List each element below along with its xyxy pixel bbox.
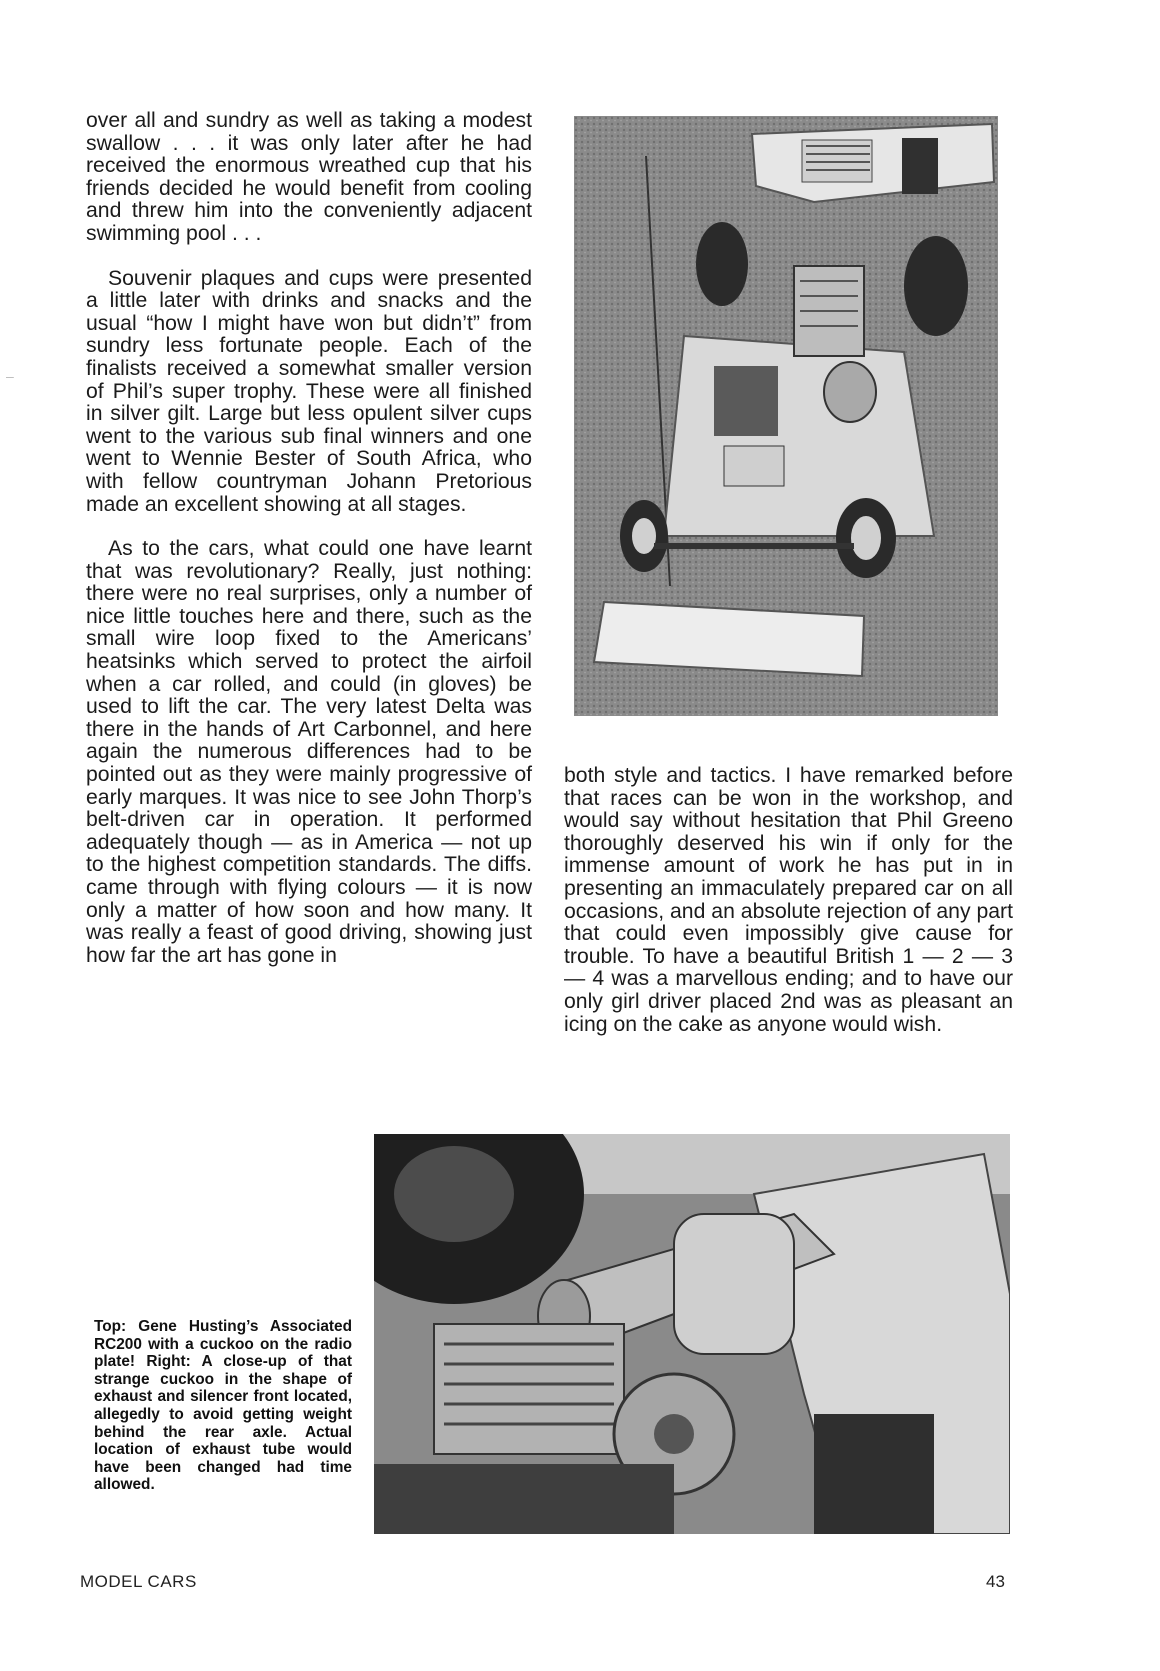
page-number: 43 xyxy=(986,1572,1005,1591)
article-paragraph: over all and sundry as well as taking a modest swallow . . . it was only later after he had received the enormous wreathed cup that his friends decided he would benefit from cooling and threw him into the conveniently adjacent swimming pool . . . xyxy=(86,109,532,245)
article-paragraph: As to the cars, what could one have learnt that was revolutionary? Really, just nothing: there were no real surprises, only a number of nice little touches here and there, such as the small wire loop fixed to the Americans’ heatsinks which served to protect the airfoil when a car rolled, and could (in gloves) be used to lift the car. The very latest Delta was there in the hands of Art Carbonnel, and here again the numerous differences had to be pointed out as they were mainly progressive of early marques. It was nice to see John Thorp’s belt-driven car in operation. It performed adequately though — as in America — not up to the highest competition standards. The diffs. came through with flying colours — it is now only a matter of how soon and how many. It was really a feast of good driving, showing just how far the art has gone in xyxy=(86,537,532,967)
publication-name: MODEL CARS xyxy=(80,1572,197,1591)
margin-mark: – xyxy=(6,368,14,384)
article-left-column xyxy=(86,110,532,989)
article-paragraph: both style and tactics. I have remarked before that races can be won in the workshop, and would say without hesitation that Phil Greeno thoroughly deserved his win if only for the immense amount of work he has put in in presenting an immaculately prepared car on all occasions, and an absolute rejection of any part that could even impossibly give cause for trouble. To have a beautiful British 1 — 2 — 3 — 4 was a marvellous ending; and to have our only girl driver placed 2nd was as pleasant an icing on the cake as anyone would wish. xyxy=(564,764,1013,1036)
rc-car-photo-icon xyxy=(574,116,998,716)
rc-car-photo xyxy=(574,116,998,716)
engine-closeup-photo xyxy=(374,1134,1010,1534)
article-paragraph: Souvenir plaques and cups were presented a little later with drinks and snacks and the usual “how I might have won but didn’t” from sundry less fortunate people. Each of the finalists received a somewhat smaller version of Phil’s super trophy. These were all finished in silver gilt. Large but less opulent silver cups went to the various sub final winners and one went to Wennie Bester of South Africa, who with fellow countryman Johann Pretorious made an excellent showing at all stages. xyxy=(86,266,532,516)
engine-closeup-photo-icon xyxy=(374,1134,1010,1534)
photo-caption: Top: Gene Husting’s Associated RC200 with a cuckoo on the radio plate! Right: A close-up of that strange cuckoo in the shape of exhaust and silencer front located, allegedly to avoid getting weight behind the rear axle. Actual location of exhaust tube would have been changed had time allowed. xyxy=(94,1318,352,1494)
article-right-column xyxy=(564,765,1013,1058)
